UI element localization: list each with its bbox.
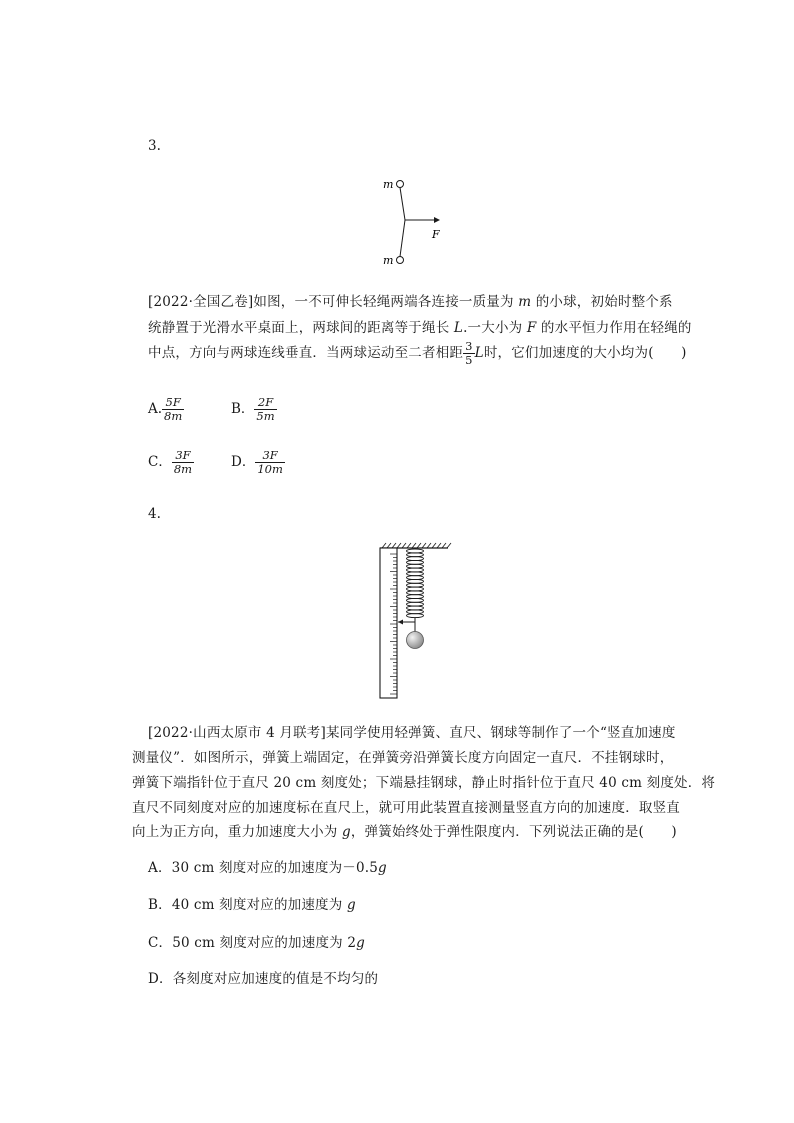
figure-label-m-bottom: m <box>383 254 394 266</box>
option-4-c: C．50 cm 刻度对应的加速度为 2g <box>148 935 365 951</box>
fraction-three-fifths: $\frac{3}{5}$ <box>465 339 473 367</box>
hatch-line <box>432 543 436 548</box>
option-4-d: D．各刻度对应加速度的值是不均匀的 <box>148 971 379 987</box>
question-4-text-line-1: [2022·山西太原市 4 月联考]某同学使用轻弹簧、直尺、钢球等制作了一个“竖直加速度 <box>148 725 676 741</box>
hatch-line <box>407 543 411 548</box>
steel-ball <box>407 632 424 649</box>
figure-label-f: F <box>432 228 440 241</box>
hatch-line <box>402 543 406 548</box>
question-4-text-line-5: 向上为正方向，重力加速度大小为 g，弹簧始终处于弹性限度内．下列说法正确的是( ) <box>132 824 677 840</box>
question-3-text-line-2: 统静置于光滑水平桌面上，两球间的距离等于绳长 L.一大小为 F 的水平恒力作用在轻绳的 <box>148 320 692 336</box>
question-4-text-line-3: 弹簧下端指针位于直尺 20 cm 刻度处；下端悬挂钢球，静止时指针位于直尺 40 cm 刻度处．将 <box>132 775 716 791</box>
hatch-line <box>422 543 426 548</box>
option-3-d: D． $\frac{3F}{10m}$ <box>231 448 283 476</box>
question-3-text-line-3: 中点，方向与两球连线垂直．当两球运动至二者相距 $\frac{3}{5}$ L时，它们加速度的大小均为( ) <box>148 339 687 367</box>
question-3-source: [2022·全国乙卷] <box>148 294 254 310</box>
force-arrowhead <box>434 217 440 223</box>
hatch-line <box>442 543 446 548</box>
question-3-text-line-1: [2022·全国乙卷]如图，一不可伸长轻绳两端各连接一质量为 m 的小球，初始时整个系 <box>148 294 673 310</box>
question-3-number: 3. <box>148 138 161 154</box>
option-3-b: B． $\frac{2F}{5m}$ <box>231 395 275 423</box>
rope-lower <box>400 220 405 257</box>
hatch-line <box>437 543 441 548</box>
pointer-arrowhead <box>398 620 403 625</box>
hatch-line <box>382 543 386 548</box>
hatch-line <box>392 543 396 548</box>
figure-label-m-top: m <box>383 178 394 191</box>
hatch-line <box>447 543 451 548</box>
hatch-line <box>417 543 421 548</box>
hatch-line <box>397 543 401 548</box>
question-4-text-line-4: 直尺不同刻度对应的加速度标在直尺上，就可用此装置直接测量竖直方向的加速度．取竖直 <box>132 800 680 816</box>
hatch-line <box>412 543 416 548</box>
option-3-c: C． $\frac{3F}{8m}$ <box>148 448 193 476</box>
ruler <box>380 548 397 698</box>
question-4-number: 4. <box>148 506 161 522</box>
rope-upper <box>400 188 405 221</box>
option-4-b: B．40 cm 刻度对应的加速度为 g <box>148 897 356 913</box>
question-4-text-line-2: 测量仪”．如图所示，弹簧上端固定，在弹簧旁沿弹簧长度方向固定一直尺．不挂钢球时， <box>132 750 674 766</box>
hatch-line <box>427 543 431 548</box>
question-3-figure <box>370 172 450 266</box>
hatch-line <box>387 543 391 548</box>
ball-bottom <box>397 257 404 264</box>
question-4-figure <box>370 540 454 702</box>
option-3-a: A. $\frac{5F}{8m}$ <box>148 395 183 423</box>
question-4-source: [2022·山西太原市 4 月联考] <box>148 725 326 741</box>
ball-top <box>397 181 404 188</box>
spring <box>407 549 424 618</box>
ceiling-hatch <box>382 543 451 548</box>
option-4-a: A．30 cm 刻度对应的加速度为－0.5g <box>148 860 387 876</box>
